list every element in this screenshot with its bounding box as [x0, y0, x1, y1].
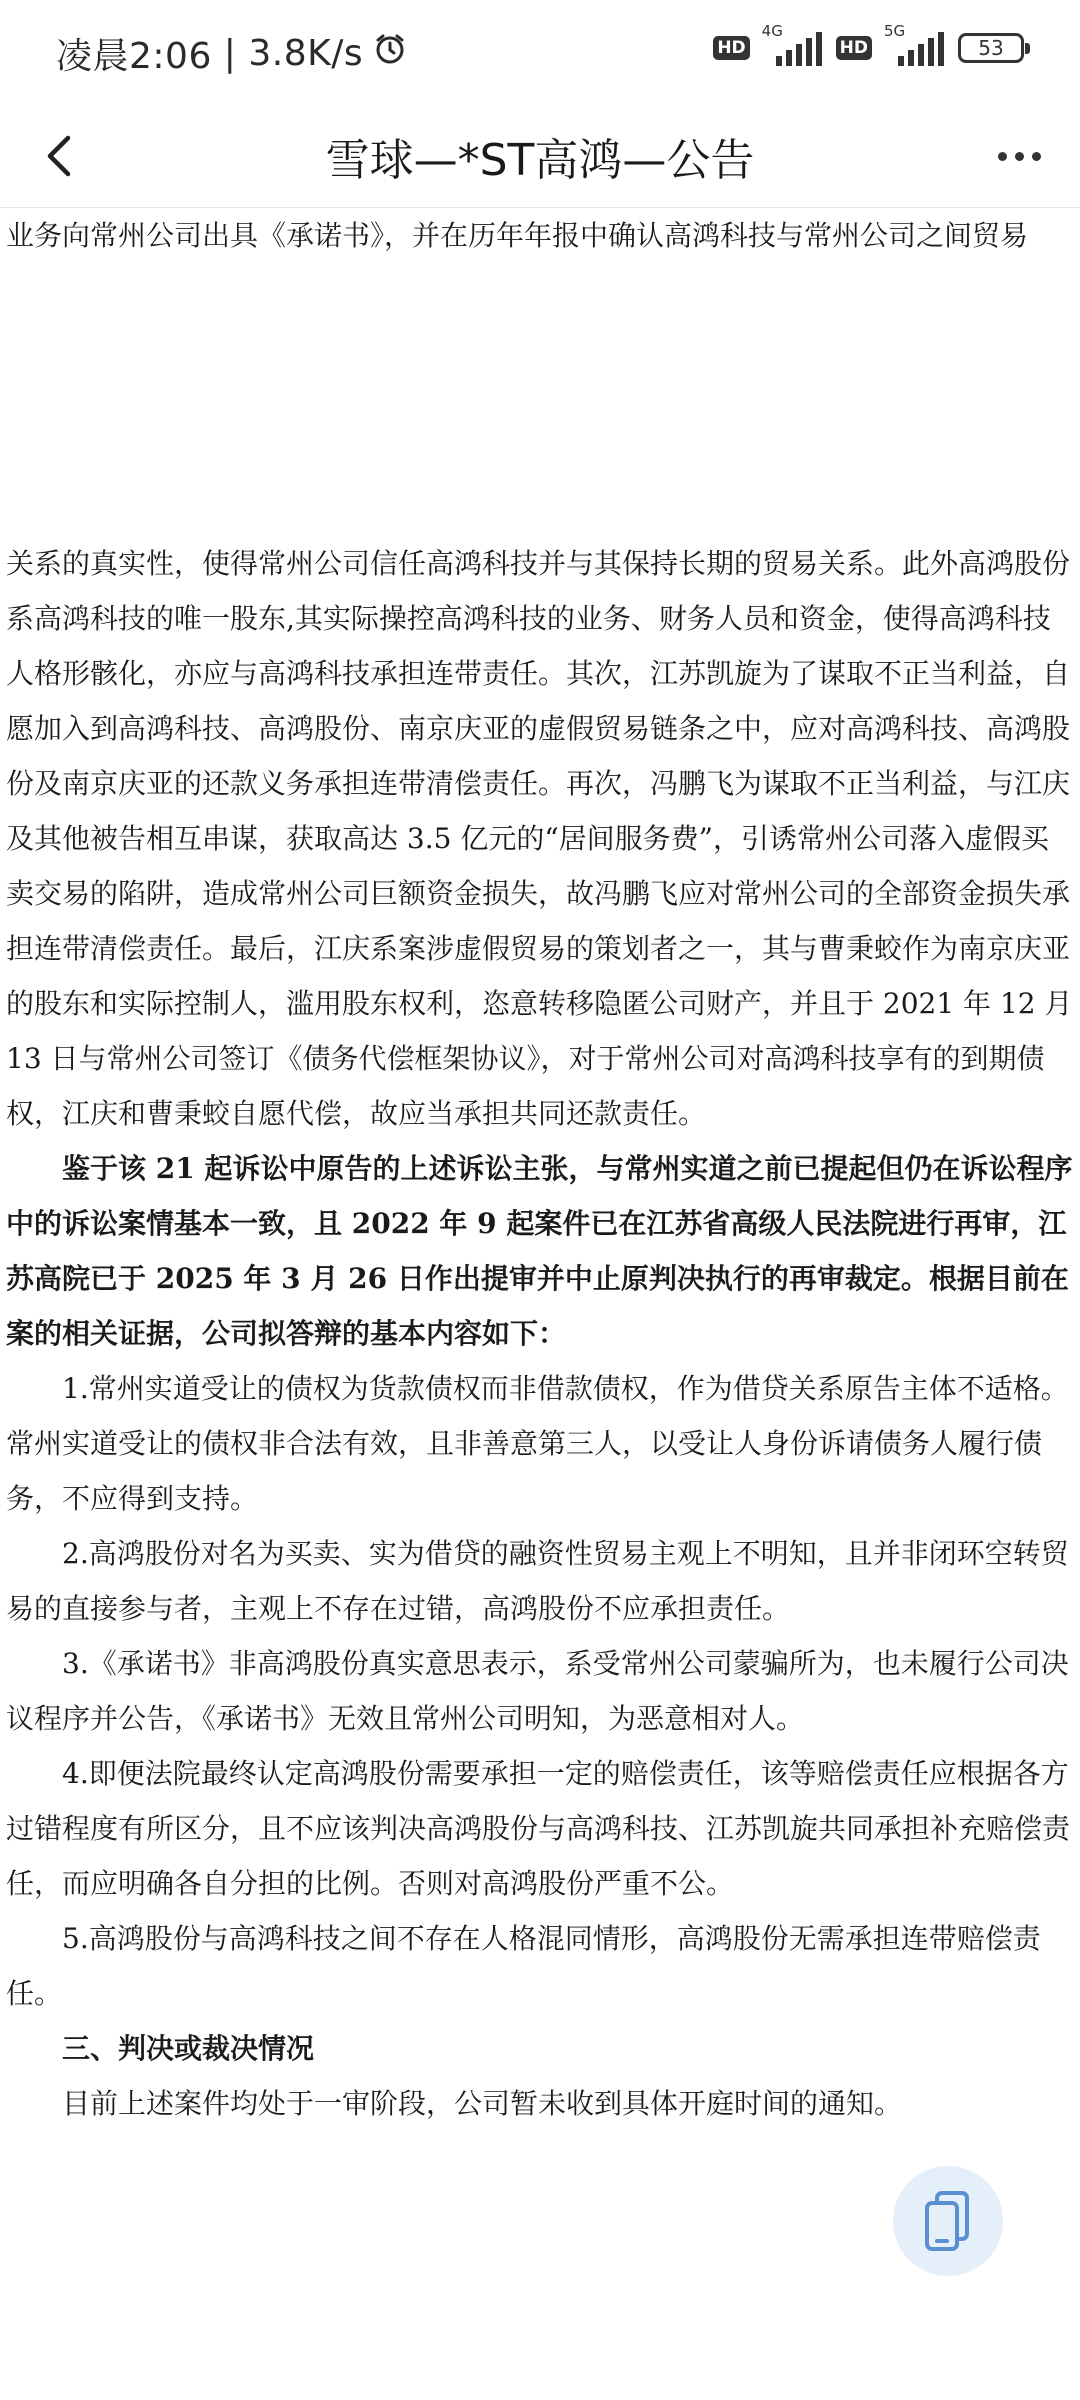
section-heading: 三、判决或裁决情况	[62, 2032, 315, 2065]
battery-icon	[958, 33, 1024, 63]
more-button[interactable]	[984, 126, 1054, 186]
list-item: 1.常州实道受让的债权为货款债权而非借款债权，作为借贷关系原告主体不适格。常州实道受让的债权非合法有效，且非善意第三人，以受让人身份诉请债务人履行债务，不应得到支持。	[6, 1372, 1069, 1515]
status-left	[56, 28, 407, 79]
page-title: 雪球—*ST高鸿—公告	[325, 135, 755, 186]
nav-header	[0, 104, 1080, 208]
hd-badge-2: HD	[836, 36, 872, 60]
list-item: 2.高鸿股份对名为买卖、实为借贷的融资性贸易主观上不明知，且并非闭环空转贸易的直接参与者，主观上不存在过错，高鸿股份不应承担责任。	[6, 1537, 1069, 1625]
status-bar	[0, 0, 1080, 104]
battery-level: 53	[978, 36, 1004, 60]
more-dot	[1032, 152, 1041, 161]
status-speed: 3.8K/s	[248, 33, 364, 74]
status-right	[713, 22, 1024, 66]
more-dot	[998, 152, 1007, 161]
status-separator: |	[211, 33, 249, 74]
chevron-left-icon	[40, 132, 80, 180]
network-5g-label: 5G	[884, 22, 906, 40]
signal-5g-icon	[884, 22, 946, 66]
floating-action-button[interactable]	[893, 2166, 1003, 2276]
status-time: 凌晨2:06	[56, 36, 212, 77]
back-button[interactable]	[30, 126, 90, 186]
alarm-icon	[373, 32, 407, 75]
paragraph: 业务向常州公司出具《承诺书》，并在历年年报中确认高鸿科技与常州公司之间贸易	[6, 219, 1029, 252]
list-item: 4.即便法院最终认定高鸿股份需要承担一定的赔偿责任，该等赔偿责任应根据各方过错程度有所区分，且不应该判决高鸿股份与高鸿科技、江苏凯旋共同承担补充赔偿责任，而应明确各自分担的比例。否则对高鸿股份严重不公。	[6, 1757, 1071, 1900]
hd-badge: HD	[713, 36, 749, 60]
network-4g-label: 4G	[761, 22, 783, 40]
document-top-fragment	[6, 208, 1076, 263]
paragraph: 目前上述案件均处于一审阶段，公司暂未收到具体开庭时间的通知。	[62, 2087, 903, 2120]
more-dot	[1015, 152, 1024, 161]
paragraph-bold: 鉴于该 21 起诉讼中原告的上述诉讼主张，与常州实道之前已提起但仍在诉讼程序中的诉讼案情基本一致，且 2022 年 9 起案件已在江苏省高级人民法院进行再审，江苏高院已于 2025 年 3 月 26 日作出提审并中止原判决执行的再审裁定。根据目前在案的相关证据，公司拟答辩的基本内容如下：	[6, 1152, 1073, 1350]
list-item: 3.《承诺书》非高鸿股份真实意思表示，系受常州公司蒙骗所为，也未履行公司决议程序并公告，《承诺书》无效且常州公司明知，为恶意相对人。	[6, 1647, 1069, 1735]
signal-4g-icon	[761, 22, 824, 66]
paragraph: 关系的真实性，使得常州公司信任高鸿科技并与其保持长期的贸易关系。此外高鸿股份系高鸿科技的唯一股东,其实际操控高鸿科技的业务、财务人员和资金，使得高鸿科技人格形骸化，亦应与高鸿科技承担连带责任。其次，江苏凯旋为了谋取不正当利益，自愿加入到高鸿科技、高鸿股份、南京庆亚的虚假贸易链条之中，应对高鸿科技、高鸿股份及南京庆亚的还款义务承担连带清偿责任。再次，冯鹏飞为谋取不正当利益，与江庆及其他被告相互串谋，获取高达 3.5 亿元的“居间服务费”，引诱常州公司落入虚假买卖交易的陷阱，造成常州公司巨额资金损失，故冯鹏飞应对常州公司的全部资金损失承担连带清偿责任。最后，江庆系案涉虚假贸易的策划者之一，其与曹秉蛟作为南京庆亚的股东和实际控制人，滥用股东权利，恣意转移隐匿公司财产，并且于 2021 年 12 月 13 日与常州公司签订《债务代偿框架协议》，对于常州公司对高鸿科技享有的到期债权，江庆和曹秉蛟自愿代偿，故应当承担共同还款责任。	[6, 547, 1073, 1130]
list-item: 5.高鸿股份与高鸿科技之间不存在人格混同情形，高鸿股份无需承担连带赔偿责任。	[6, 1922, 1041, 2010]
document-body	[6, 536, 1076, 2131]
phone-copy-icon	[919, 2189, 977, 2253]
